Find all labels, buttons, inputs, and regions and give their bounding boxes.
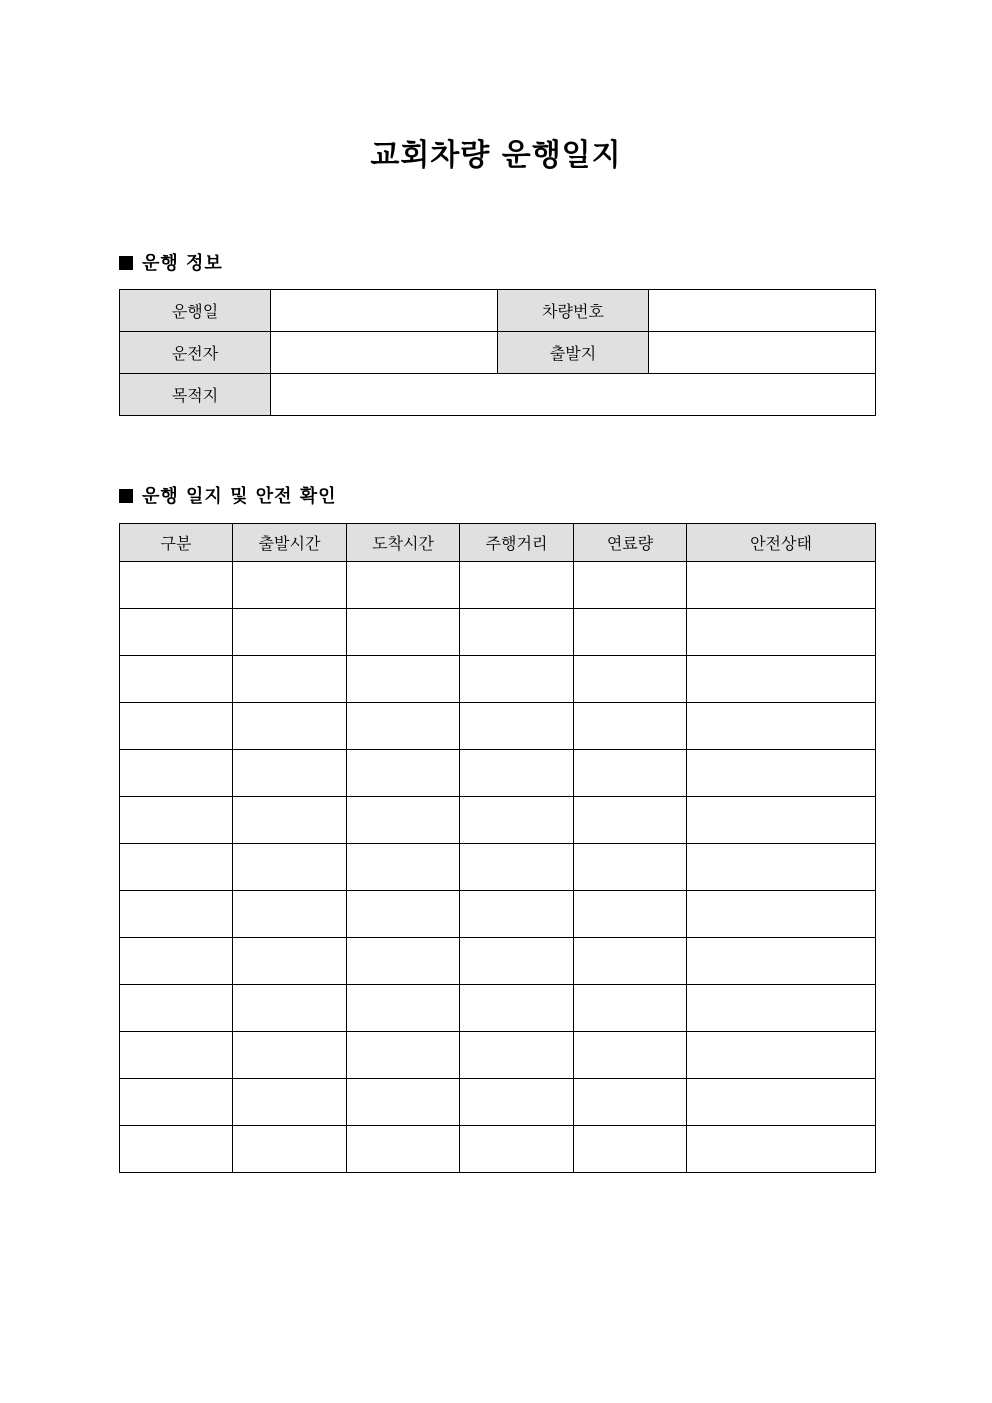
category-cell[interactable]	[120, 797, 233, 844]
departure-time-cell[interactable]	[233, 656, 347, 703]
departure-time-cell[interactable]	[233, 562, 347, 609]
fuel-cell[interactable]	[574, 750, 687, 797]
square-bullet-icon	[119, 256, 133, 270]
distance-cell[interactable]	[460, 938, 574, 985]
column-header-arrival-time: 도착시간	[347, 524, 460, 562]
table-row	[120, 290, 876, 332]
arrival-time-cell[interactable]	[347, 797, 460, 844]
arrival-time-cell[interactable]	[347, 750, 460, 797]
departure-time-cell[interactable]	[233, 985, 347, 1032]
fuel-cell[interactable]	[574, 1126, 687, 1173]
table-header-row	[120, 524, 876, 562]
destination-field[interactable]	[271, 374, 876, 416]
distance-cell[interactable]	[460, 1079, 574, 1126]
column-header-fuel: 연료량	[574, 524, 687, 562]
driving-log-table	[119, 523, 876, 1173]
driver-field[interactable]	[271, 332, 498, 374]
distance-cell[interactable]	[460, 750, 574, 797]
square-bullet-icon	[119, 489, 133, 503]
departure-time-cell[interactable]	[233, 797, 347, 844]
date-label: 운행일	[120, 290, 271, 332]
departure-time-cell[interactable]	[233, 750, 347, 797]
arrival-time-cell[interactable]	[347, 1126, 460, 1173]
safety-status-cell[interactable]	[687, 703, 876, 750]
table-row	[120, 1032, 876, 1079]
category-cell[interactable]	[120, 938, 233, 985]
distance-cell[interactable]	[460, 562, 574, 609]
fuel-cell[interactable]	[574, 1032, 687, 1079]
arrival-time-cell[interactable]	[347, 891, 460, 938]
safety-status-cell[interactable]	[687, 938, 876, 985]
column-header-departure-time: 출발시간	[233, 524, 347, 562]
table-row	[120, 891, 876, 938]
fuel-cell[interactable]	[574, 562, 687, 609]
distance-cell[interactable]	[460, 891, 574, 938]
fuel-cell[interactable]	[574, 797, 687, 844]
fuel-cell[interactable]	[574, 938, 687, 985]
table-row	[120, 938, 876, 985]
departure-time-cell[interactable]	[233, 609, 347, 656]
category-cell[interactable]	[120, 891, 233, 938]
distance-cell[interactable]	[460, 844, 574, 891]
vehicle-number-field[interactable]	[649, 290, 876, 332]
distance-cell[interactable]	[460, 656, 574, 703]
safety-status-cell[interactable]	[687, 797, 876, 844]
departure-time-cell[interactable]	[233, 1032, 347, 1079]
safety-status-cell[interactable]	[687, 1079, 876, 1126]
departure-time-cell[interactable]	[233, 938, 347, 985]
category-cell[interactable]	[120, 562, 233, 609]
table-row	[120, 374, 876, 416]
distance-cell[interactable]	[460, 703, 574, 750]
category-cell[interactable]	[120, 844, 233, 891]
safety-status-cell[interactable]	[687, 750, 876, 797]
driving-info-table	[119, 289, 876, 416]
document-title: 교회차량 운행일지	[370, 138, 622, 173]
departure-time-cell[interactable]	[233, 891, 347, 938]
safety-status-cell[interactable]	[687, 1126, 876, 1173]
arrival-time-cell[interactable]	[347, 609, 460, 656]
fuel-cell[interactable]	[574, 609, 687, 656]
category-cell[interactable]	[120, 1126, 233, 1173]
distance-cell[interactable]	[460, 1126, 574, 1173]
table-row	[120, 750, 876, 797]
departure-time-cell[interactable]	[233, 1126, 347, 1173]
safety-status-cell[interactable]	[687, 1032, 876, 1079]
table-row	[120, 656, 876, 703]
driver-label: 운전자	[120, 332, 271, 374]
fuel-cell[interactable]	[574, 891, 687, 938]
table-row	[120, 562, 876, 609]
destination-label: 목적지	[120, 374, 271, 416]
category-cell[interactable]	[120, 609, 233, 656]
arrival-time-cell[interactable]	[347, 703, 460, 750]
fuel-cell[interactable]	[574, 703, 687, 750]
arrival-time-cell[interactable]	[347, 656, 460, 703]
section-heading-text: 운행 정보	[142, 253, 223, 274]
table-row	[120, 1126, 876, 1173]
section-heading-text: 운행 일지 및 안전 확인	[142, 486, 337, 507]
safety-status-cell[interactable]	[687, 985, 876, 1032]
distance-cell[interactable]	[460, 609, 574, 656]
safety-status-cell[interactable]	[687, 656, 876, 703]
fuel-cell[interactable]	[574, 844, 687, 891]
table-row	[120, 609, 876, 656]
safety-status-cell[interactable]	[687, 891, 876, 938]
fuel-cell[interactable]	[574, 656, 687, 703]
departure-label: 출발지	[498, 332, 649, 374]
category-cell[interactable]	[120, 750, 233, 797]
fuel-cell[interactable]	[574, 985, 687, 1032]
departure-time-cell[interactable]	[233, 844, 347, 891]
table-row	[120, 844, 876, 891]
column-header-safety-status: 안전상태	[687, 524, 876, 562]
table-row	[120, 703, 876, 750]
departure-field[interactable]	[649, 332, 876, 374]
arrival-time-cell[interactable]	[347, 562, 460, 609]
section-heading-driving-info	[119, 252, 223, 276]
category-cell[interactable]	[120, 703, 233, 750]
arrival-time-cell[interactable]	[347, 985, 460, 1032]
column-header-category: 구분	[120, 524, 233, 562]
distance-cell[interactable]	[460, 797, 574, 844]
vehicle-number-label: 차량번호	[498, 290, 649, 332]
section-heading-log-safety	[119, 485, 337, 509]
arrival-time-cell[interactable]	[347, 1079, 460, 1126]
table-row	[120, 985, 876, 1032]
safety-status-cell[interactable]	[687, 609, 876, 656]
table-row	[120, 332, 876, 374]
arrival-time-cell[interactable]	[347, 1032, 460, 1079]
date-field[interactable]	[271, 290, 498, 332]
distance-cell[interactable]	[460, 1032, 574, 1079]
category-cell[interactable]	[120, 1032, 233, 1079]
departure-time-cell[interactable]	[233, 703, 347, 750]
departure-time-cell[interactable]	[233, 1079, 347, 1126]
distance-cell[interactable]	[460, 985, 574, 1032]
arrival-time-cell[interactable]	[347, 938, 460, 985]
safety-status-cell[interactable]	[687, 844, 876, 891]
category-cell[interactable]	[120, 1079, 233, 1126]
arrival-time-cell[interactable]	[347, 844, 460, 891]
column-header-distance: 주행거리	[460, 524, 574, 562]
log-table-body	[120, 562, 876, 1173]
table-row	[120, 797, 876, 844]
fuel-cell[interactable]	[574, 1079, 687, 1126]
category-cell[interactable]	[120, 985, 233, 1032]
table-row	[120, 1079, 876, 1126]
category-cell[interactable]	[120, 656, 233, 703]
safety-status-cell[interactable]	[687, 562, 876, 609]
